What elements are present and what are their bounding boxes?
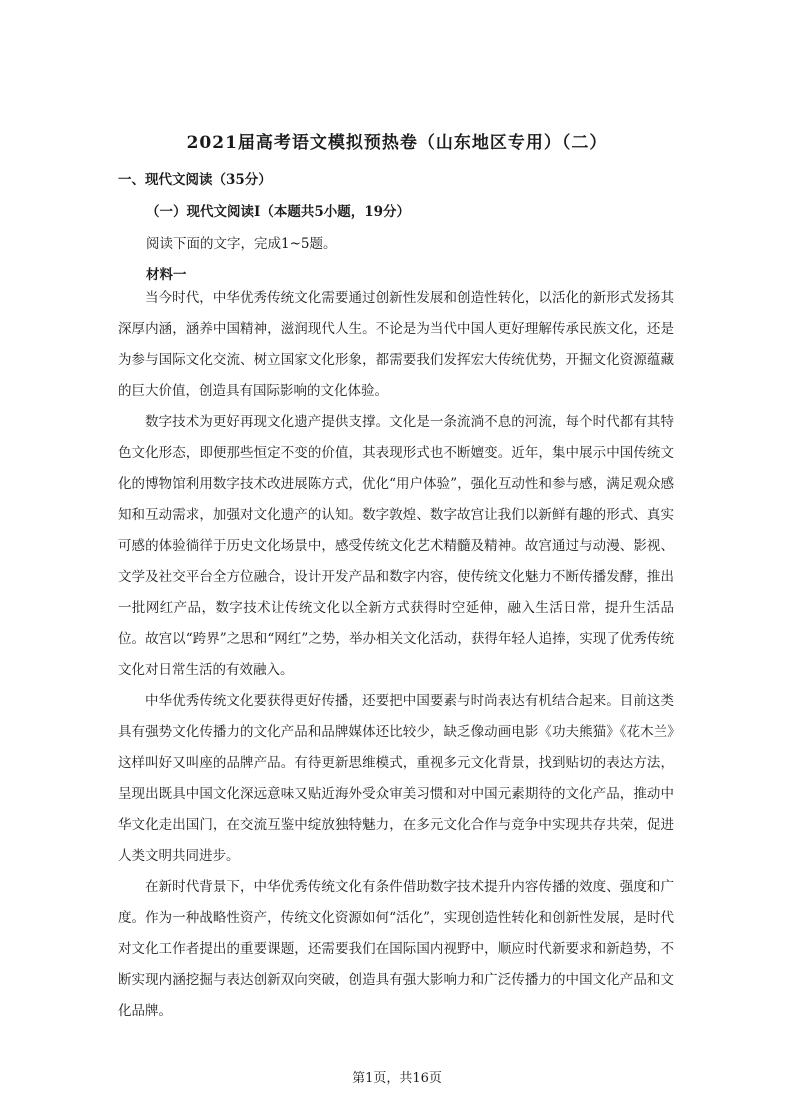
section-heading: 一、现代文阅读（35分） [118,172,272,188]
paragraph: 中华优秀传统文化要获得更好传播，还要把中国要素与时尚表达有机结合起来。目前这类具有强势文化传播力的文化产品和品牌媒体还比较少，缺乏像动画电影《功夫熊猫》《花木兰》这样叫好又叫座的品牌产品。有待更新思维模式，重视多元文化背景，找到贴切的表达方法，呈现出既具中国文化深远意味又贴近海外受众审美习惯和对中国元素期待的文化产品，推动中华文化走出国门，在交流互鉴中绽放独特魅力，在多元文化合作与竞争中实现共存共荣，促进人类文明共同进步。 [118,693,674,864]
paragraph: 当今时代，中华优秀传统文化需要通过创新性发展和创造性转化，以活化的新形式发扬其深厚内涵，涵养中国精神，滋润现代人生。不论是为当代中国人更好理解传承民族文化，还是为参与国际文化交流、树立国家文化形象，都需要我们发挥宏大传统优势，开掘文化资源蕴藏的巨大价值，创造具有国际影响的文化体验。 [118,290,674,399]
material-label: 材料一 [146,267,187,283]
subsection-heading: （一）现代文阅读Ⅰ（本题共5小题，19分） [146,204,410,220]
paragraph: 在新时代背景下，中华优秀传统文化有条件借助数字技术提升内容传播的效度、强度和广度。作为一种战略性资产，传统文化资源如何“活化”，实现创造性转化和创新性发展，是时代对文化工作者提出的重要课题，还需要我们在国际国内视野中，顺应时代新要求和新趋势，不断实现内涵挖掘与表达创新双向突破，创造具有强大影响力和广泛传播力的中国文化产品和文化品牌。 [118,879,674,1019]
paragraph: 数字技术为更好再现文化遗产提供支撑。文化是一条流淌不息的河流，每个时代都有其特色文化形态，即便那些恒定不变的价值，其表现形式也不断嬗变。近年，集中展示中国传统文化的博物馆利用数字技术改进展陈方式，优化“用户体验”，强化互动性和参与感，满足观众感知和互动需求，加强对文化遗产的认知。数字敦煌、数字故宫让我们以新鲜有趣的形式、真实可感的体验徜徉于历史文化场景中，感受传统文化艺术精髓及精神。故宫通过与动漫、影视、文学及社交平台全方位融合，设计开发产品和数字内容，使传统文化魅力不断传播发酵，推出一批网红产品，数字技术让传统文化以全新方式获得时空延伸，融入生活日常，提升生活品位。故宫以“跨界”之思和“网红”之势，举办相关文化活动，获得年轻人追捧，实现了优秀传统文化对日常生活的有效融入。 [118,414,674,678]
reading-instruction: 阅读下面的文字，完成1~5题。 [146,236,337,252]
page-title: 2021届高考语文模拟预热卷（山东地区专用）（二） [186,133,608,153]
article-body [118,283,674,1027]
page-footer: 第1页，共16页 [352,1071,442,1086]
